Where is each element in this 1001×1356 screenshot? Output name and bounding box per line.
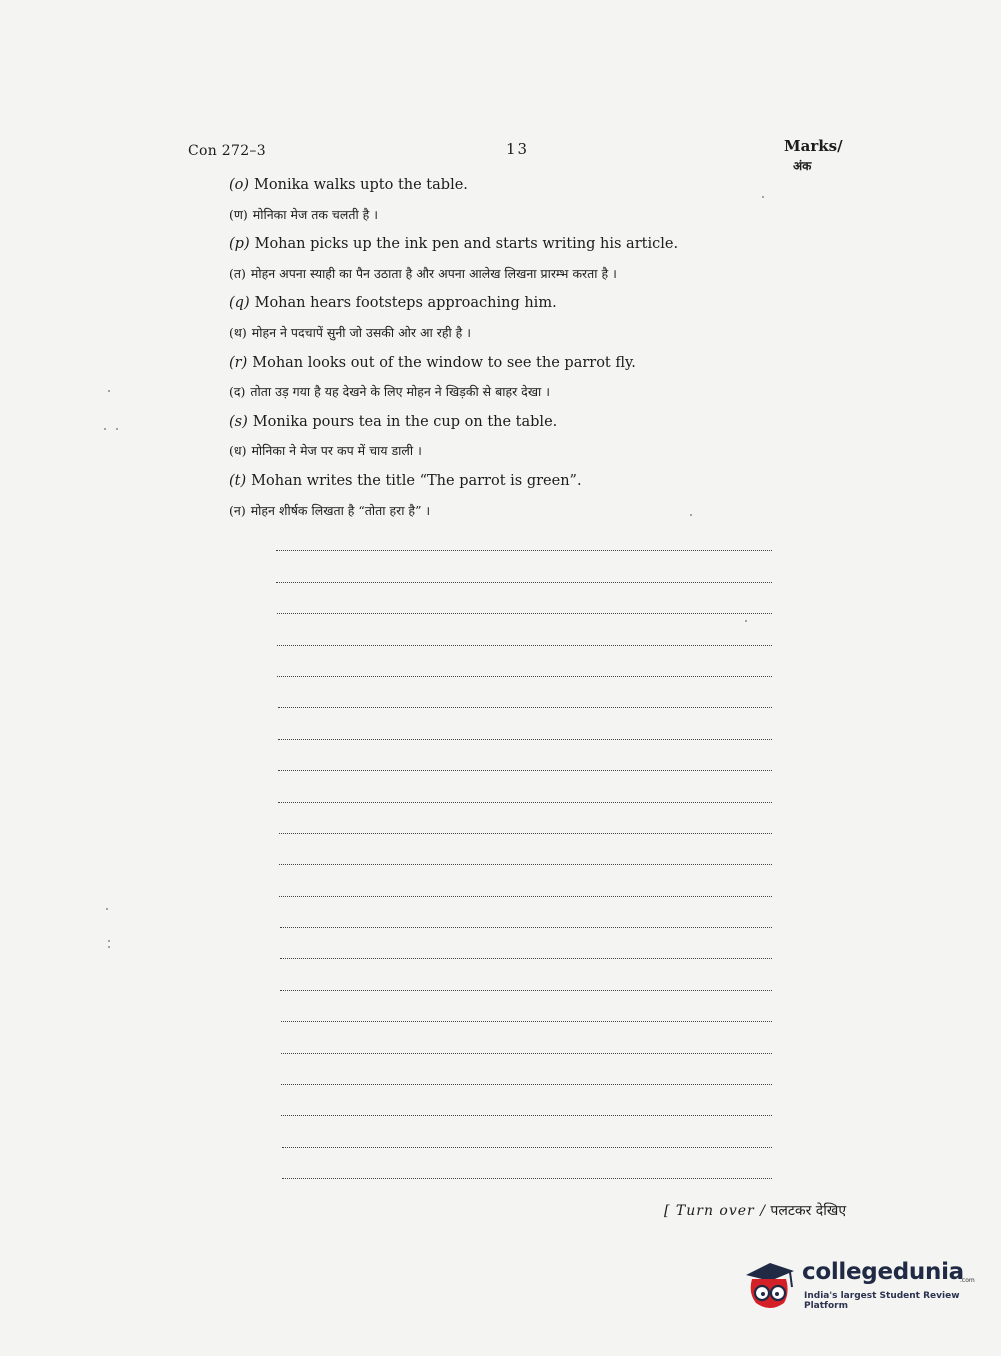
answer-line	[277, 654, 772, 685]
item-label: (ध)	[229, 443, 247, 459]
question-item	[229, 293, 789, 323]
collegedunia-logo	[742, 1253, 975, 1313]
item-label: (t)	[229, 472, 247, 489]
answer-line	[279, 873, 772, 904]
item-text: मोनिका ने मेज पर कप में चाय डाली ।	[251, 443, 422, 459]
question-item	[229, 175, 789, 205]
turn-over-hindi: पलटकर देखिए	[770, 1203, 847, 1219]
item-text: मोहन ने पदचापें सुनी जो उसकी ओर आ रही है ।	[251, 324, 472, 340]
item-label: (r)	[229, 354, 248, 371]
answer-line	[277, 591, 772, 622]
question-item	[229, 264, 789, 294]
item-label: (थ)	[229, 324, 247, 340]
item-text: Monika walks upto the table.	[254, 177, 468, 193]
item-text: Mohan hears footsteps approaching him.	[254, 295, 557, 312]
brand-suffix: .com	[960, 1277, 975, 1284]
answer-line	[280, 905, 772, 936]
mascot-icon	[742, 1253, 798, 1311]
answer-line	[278, 685, 773, 716]
answer-line	[276, 559, 772, 590]
item-text: Mohan writes the title “The parrot is green”.	[251, 472, 582, 489]
answer-line	[281, 999, 773, 1030]
brand-tagline: India's largest Student Review Platform	[804, 1291, 960, 1311]
question-item	[229, 323, 789, 353]
item-label: (p)	[229, 236, 250, 253]
question-item	[229, 501, 789, 531]
marks-heading: Marks/	[784, 137, 843, 155]
answer-line	[282, 1124, 772, 1155]
turn-over-english: [ Turn over /	[664, 1203, 766, 1219]
question-item	[229, 441, 789, 471]
item-label: (s)	[229, 413, 248, 430]
item-label: (न)	[229, 502, 246, 518]
answer-line	[281, 1030, 772, 1061]
question-item	[229, 205, 789, 235]
question-item	[229, 412, 789, 442]
question-item	[229, 382, 789, 412]
item-text: मोहन शीर्षक लिखता है “तोता हरा है” ।	[250, 502, 431, 518]
item-text: मोनिका मेज तक चलती है ।	[252, 206, 379, 222]
item-label: (द)	[229, 384, 246, 400]
question-item	[229, 353, 789, 383]
answer-line	[282, 1156, 772, 1187]
page-number: 13	[506, 140, 530, 158]
answer-line	[279, 811, 772, 842]
item-label: (q)	[229, 295, 250, 312]
marks-heading-hindi: अंक	[793, 159, 812, 173]
answer-line	[278, 779, 772, 810]
answer-line	[279, 842, 772, 873]
answer-line	[280, 936, 772, 967]
answer-line	[278, 716, 772, 747]
question-items	[229, 175, 789, 530]
item-text: Mohan picks up the ink pen and starts writing his article.	[254, 236, 679, 253]
item-label: (ण)	[229, 206, 248, 222]
item-text: Monika pours tea in the cup on the table.	[252, 413, 558, 430]
item-label: (त)	[229, 265, 246, 281]
question-item	[229, 471, 789, 501]
answer-line	[277, 622, 772, 653]
brand-name: collegedunia	[802, 1259, 964, 1285]
answer-lines	[276, 528, 772, 1187]
item-text: Mohan looks out of the window to see the parrot fly.	[252, 354, 636, 371]
answer-line	[281, 1093, 772, 1124]
answer-line	[280, 967, 772, 998]
answer-line	[278, 748, 772, 779]
item-text: मोहन अपना स्याही का पैन उठाता है और अपना आलेख लिखना प्रारम्भ करता है ।	[250, 265, 617, 281]
question-item	[229, 234, 789, 264]
item-text: तोता उड़ गया है यह देखने के लिए मोहन ने खिड़की से बाहर देखा ।	[250, 384, 550, 400]
answer-line	[281, 1062, 772, 1093]
answer-line	[276, 528, 772, 559]
paper-code: Con 272–3	[188, 143, 266, 159]
turn-over-note	[664, 1201, 846, 1220]
item-label: (o)	[229, 177, 250, 193]
